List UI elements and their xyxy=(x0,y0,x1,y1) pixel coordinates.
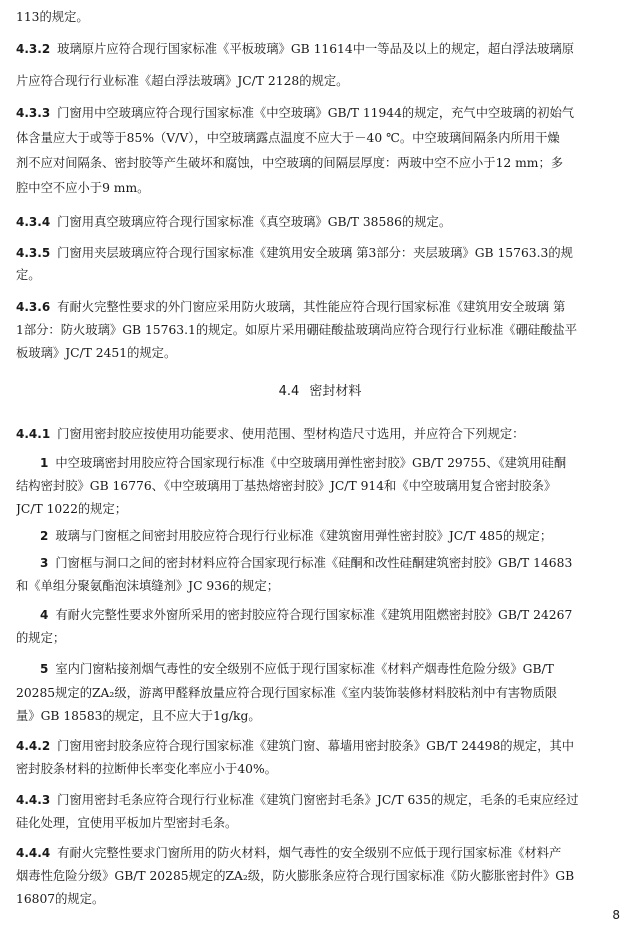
clause-number: 1 xyxy=(40,456,49,470)
text-line xyxy=(16,267,626,283)
clause-text: 门窗用中空玻璃应符合现行国家标准《中空玻璃》GB/T 11944的规定，充气中空玻璃的初始气 xyxy=(57,106,575,120)
text-line xyxy=(16,891,626,907)
text-line xyxy=(16,815,626,831)
text-line xyxy=(16,345,626,361)
section-number: 4.4 xyxy=(278,384,300,399)
clause-text: 板玻璃》JC/T 2451的规定。 xyxy=(16,346,177,360)
clause-text: 体含量应大于或等于85%（V/V），中空玻璃露点温度不应大于－40 ℃。中空玻璃间隔条内所用干燥 xyxy=(16,131,560,145)
clause-text: 玻璃原片应符合现行国家标准《平板玻璃》GB 11614中一等品及以上的规定，超白浮法玻璃原 xyxy=(57,42,575,56)
clause-text: 门窗用真空玻璃应符合现行国家标准《真空玻璃》GB/T 38586的规定。 xyxy=(57,215,452,229)
clause-number: 4.3.2 xyxy=(16,42,51,56)
text-line xyxy=(16,9,626,25)
clause-text: 门窗框与洞口之间的密封材料应符合国家现行标准《硅酮和改性硅酮建筑密封胶》GB/T 14683 xyxy=(55,556,573,570)
clause-text: 1部分：防火玻璃》GB 15763.1的规定。如原片采用硼硅酸盐玻璃尚应符合现行行业标准《硼硅酸盐平 xyxy=(16,323,578,337)
clause-line xyxy=(16,426,626,442)
clause-text: 有耐火完整性要求门窗所用的防火材料，烟气毒性的安全级别不应低于现行国家标准《材料产 xyxy=(57,846,562,860)
clause-number: 4.3.6 xyxy=(16,300,51,314)
clause-text: 16807的规定。 xyxy=(16,892,105,906)
clause-text: 结构密封胶》GB 16776、《中空玻璃用丁基热熔密封胶》JC/T 914和《中空玻璃用复合密封胶条》 xyxy=(16,479,557,493)
clause-text: 室内门窗粘接剂烟气毒性的安全级别不应低于现行国家标准《材料产烟毒性危险分级》GB/T xyxy=(55,662,554,676)
clause-line xyxy=(16,105,626,121)
text-line xyxy=(16,630,626,646)
clause-number: 4.4.1 xyxy=(16,427,51,441)
clause-line xyxy=(16,299,626,315)
text-line xyxy=(16,685,626,701)
clause-text: 有耐火完整性要求外窗所采用的密封胶应符合现行国家标准《建筑用阻燃密封胶》GB/T 24267 xyxy=(55,608,573,622)
text-line xyxy=(16,578,626,594)
clause-text: 硅化处理，宜使用平板加片型密封毛条。 xyxy=(16,816,238,830)
clause-text: 玻璃与门窗框之间密封用胶应符合现行行业标准《建筑窗用弹性密封胶》JC/T 485的规定； xyxy=(55,529,553,543)
clause-text: 的规定； xyxy=(16,631,66,645)
clause-number: 4 xyxy=(40,608,49,622)
clause-text: 定。 xyxy=(16,268,41,282)
clause-line xyxy=(16,245,626,261)
clause-number: 2 xyxy=(40,529,49,543)
text-line xyxy=(16,130,626,146)
clause-line xyxy=(16,41,626,57)
clause-text: 片应符合现行行业标准《超白浮法玻璃》JC/T 2128的规定。 xyxy=(16,74,349,88)
text-line xyxy=(16,73,626,89)
text-line xyxy=(16,322,626,338)
clause-text: 中空玻璃密封用胶应符合国家现行标准《中空玻璃用弹性密封胶》GB/T 29755、《建筑用硅酮 xyxy=(55,456,567,470)
clause-line xyxy=(16,792,626,808)
clause-line xyxy=(16,738,626,754)
clause-line xyxy=(16,845,626,861)
clause-text: 门窗用夹层玻璃应符合现行国家标准《建筑用安全玻璃 第3部分：夹层玻璃》GB 15763.3的规 xyxy=(57,246,573,260)
clause-text: 20285规定的ZA₂级，游离甲醛释放量应符合现行国家标准《室内装饰装修材料胶粘剂中有害物质限 xyxy=(16,686,558,700)
clause-number: 4.4.2 xyxy=(16,739,51,753)
text-line xyxy=(16,501,626,517)
clause-text: 剂不应对间隔条、密封胶等产生破坏和腐蚀，中空玻璃的间隔层厚度：两玻中空不应小于12 mm；多 xyxy=(16,156,564,170)
clause-text: 密封胶条材料的拉断伸长率变化率应小于40%。 xyxy=(16,762,277,776)
clause-line xyxy=(40,607,626,623)
clause-text: 113的规定。 xyxy=(16,10,89,24)
clause-number: 4.3.3 xyxy=(16,106,51,120)
text-line xyxy=(16,761,626,777)
text-line xyxy=(16,478,626,494)
clause-line xyxy=(40,661,626,677)
clause-text: 和《单组分聚氨酯泡沫填缝剂》JC 936的规定； xyxy=(16,579,280,593)
clause-number: 4.3.4 xyxy=(16,215,51,229)
text-line xyxy=(16,180,626,196)
clause-line xyxy=(40,555,626,571)
clause-number: 4.3.5 xyxy=(16,246,51,260)
clause-line xyxy=(40,455,626,471)
clause-line xyxy=(40,528,626,544)
clause-text: 腔中空不应小于9 mm。 xyxy=(16,181,150,195)
clause-number: 4.4.3 xyxy=(16,793,51,807)
clause-text: JC/T 1022的规定； xyxy=(16,502,128,516)
clause-text: 门窗用密封毛条应符合现行行业标准《建筑门窗密封毛条》JC/T 635的规定，毛条的毛束应经过 xyxy=(57,793,579,807)
section-heading xyxy=(0,384,640,400)
text-line xyxy=(16,868,626,884)
clause-line xyxy=(16,214,626,230)
clause-number: 5 xyxy=(40,662,49,676)
clause-text: 门窗用密封胶应按使用功能要求、使用范围、型材构造尺寸选用，并应符合下列规定： xyxy=(57,427,525,441)
clause-text: 烟毒性危险分级》GB/T 20285规定的ZA₂级，防火膨胀条应符合现行国家标准《防火膨胀密封件》GB xyxy=(16,869,575,883)
clause-number: 3 xyxy=(40,556,49,570)
clause-text: 门窗用密封胶条应符合现行国家标准《建筑门窗、幕墙用密封胶条》GB/T 24498的规定，其中 xyxy=(57,739,575,753)
text-line xyxy=(16,155,626,171)
clause-text: 量》GB 18583的规定，且不应大于1g/kg。 xyxy=(16,709,261,723)
clause-text: 有耐火完整性要求的外门窗应采用防火玻璃，其性能应符合现行国家标准《建筑用安全玻璃 第 xyxy=(57,300,566,314)
section-title: 密封材料 xyxy=(309,384,362,399)
page-number: 8 xyxy=(612,908,620,922)
text-line xyxy=(16,708,626,724)
clause-number: 4.4.4 xyxy=(16,846,51,860)
